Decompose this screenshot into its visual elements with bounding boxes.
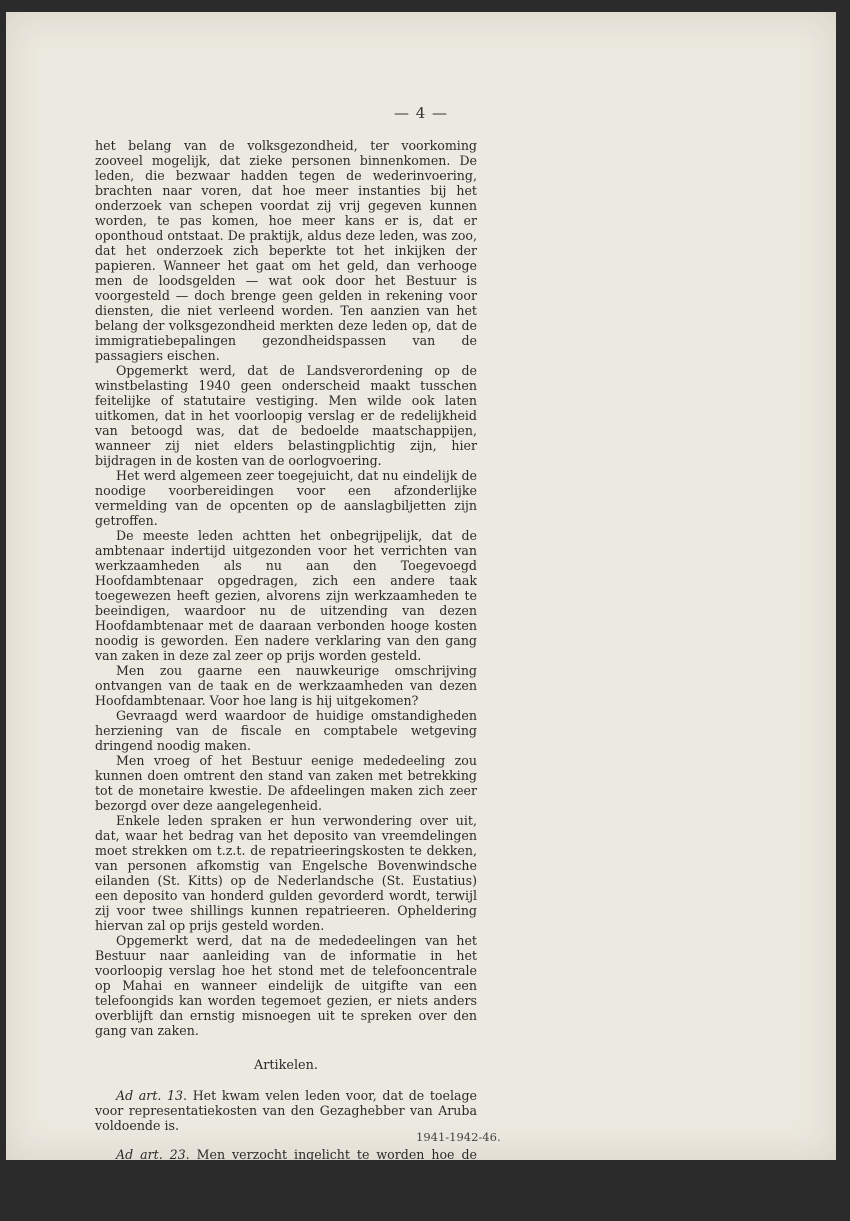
paragraph: De meeste leden achtten het onbegrijpelijk, dat de ambtenaar indertijd uitgezonden voor het verrichten van werkzaamheden als nu aan den Toegevoegd Hoofdambtenaar opgedragen, zich een andere taak toegewezen heeft gezien, alvorens zijn werkzaamheden te beeindigen, waardoor nu de uitzending van dezen Hoofdambtenaar met de daaraan verbonden hooge kosten noodig is geworden. Een nadere verklaring van den gang van zaken in deze zal zeer op prijs worden gesteld. — [95, 528, 477, 663]
paragraph: Enkele leden spraken er hun verwondering over uit, dat, waar het bedrag van het deposito van vreemdelingen moet strekken om t.z.t. de repatrieeringskosten te dekken, van personen afkomstig van Engelsche Bovenwindsche eilanden (St. Kitts) op de Nederlandsche (St. Eustatius) een deposito van honderd gulden gevorderd wordt, terwijl zij voor twee shillings kunnen repatrieeren. Opheldering hiervan zal op prijs gesteld worden. — [95, 813, 477, 933]
paragraph: Men zou gaarne een nauwkeurige omschrijving ontvangen van de taak en de werkzaamheden van dezen Hoofdambtenaar. Voor hoe lang is hij uitgekomen? — [95, 663, 477, 708]
section-heading: Artikelen. — [254, 1058, 318, 1073]
paragraph: Opgemerkt werd, dat na de mededeelingen van het Bestuur naar aanleiding van de informatie in het voorloopig verslag hoe het stond met de telefooncentrale op Mahai en wanneer eindelijk de uitgifte van een telefoongids kan worden tegemoet gezien, er niets anders overblijft dan ernstig misnoegen uit te spreken over den gang van zaken. — [95, 933, 477, 1038]
paragraph: Het werd algemeen zeer toegejuicht, dat nu eindelijk de noodige voorbereidingen voor een afzonderlijke vermelding van de opcenten op de aanslagbiljetten zijn getroffen. — [95, 468, 477, 528]
page-number: — 4 — — [393, 104, 449, 122]
paragraph: het belang van de volksgezondheid, ter voorkoming zooveel mogelijk, dat zieke personen binnenkomen. De leden, die bezwaar hadden tegen de wederinvoering, brachten naar voren, dat hoe meer instanties bij het onderzoek van schepen voordat zij vrij gegeven kunnen worden, te pas komen, hoe meer kans er is, dat er oponthoud ontstaat. De praktijk, aldus deze leden, was zoo, dat het onderzoek zich beperkte tot het inkijken der papieren. Wanneer het gaat om het geld, dan verhooge men de loodsgelden — wat ook door het Bestuur is voorgesteld — doch brenge geen gelden in rekening voor diensten, die niet verleend worden. Ten aanzien van het belang der volksgezondheid merkten deze leden op, dat de immigratiebepalingen gezondheidspassen van de passagiers eischen. — [95, 138, 477, 363]
article-text: Het kwam velen leden voor, dat de toelage voor representatiekosten van den Gezaghebber van Aruba voldoende is. — [95, 1088, 477, 1133]
body-text — [95, 138, 477, 1221]
article-text: Men verzocht ingelicht te worden hoe de mededeeling in de algemeene beschouwingen, dat het Bestuur de door de afdeelingen ten aanzien van de onderwijsuitgaven ge- — [95, 1147, 477, 1207]
paragraph: Gevraagd werd waardoor de huidige omstandigheden herziening van de fiscale en comptabele wetgeving dringend noodig maken. — [95, 708, 477, 753]
document-page — [6, 12, 836, 1207]
document-code: 1941-1942-46. — [416, 1130, 501, 1144]
article-ref: Ad art. 13. — [116, 1088, 188, 1103]
article-paragraph — [95, 1147, 477, 1207]
article-paragraph — [95, 1088, 477, 1133]
article-ref: Ad art. 23. — [116, 1147, 190, 1162]
paragraph: Opgemerkt werd, dat de Landsverordening op de winstbelasting 1940 geen onderscheid maakt tusschen feitelijke of statutaire vestiging. Men wilde ook laten uitkomen, dat in het voorloopig verslag er de redelijkheid van betoogd was, dat de bedoelde maatschappijen, wanneer zij niet elders belastingplichtig zijn, hier bijdragen in de kosten van de oorlogvoering. — [95, 363, 477, 468]
paragraph: Men vroeg of het Bestuur eenige mededeeling zou kunnen doen omtrent den stand van zaken met betrekking tot de monetaire kwestie. De afdeelingen maken zich zeer bezorgd over deze aangelegenheid. — [95, 753, 477, 813]
